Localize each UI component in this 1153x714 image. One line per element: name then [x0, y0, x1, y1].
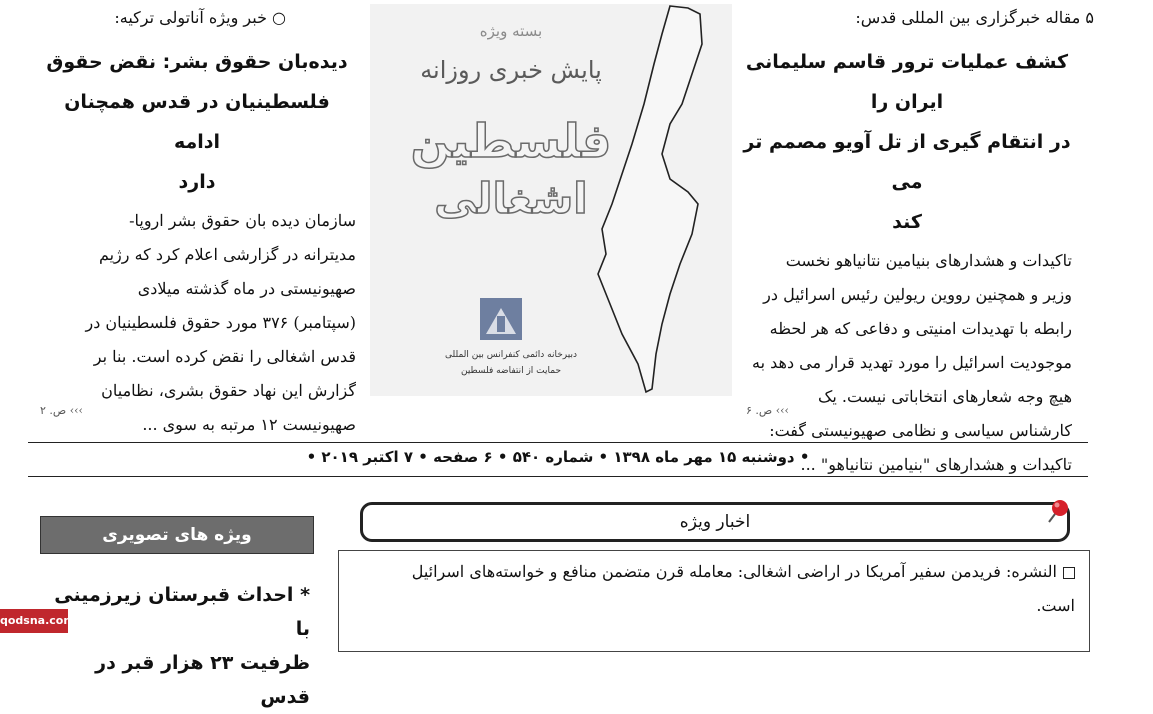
feature-line: ظرفیت ۲۳ هزار قبر در قدس	[95, 652, 310, 708]
photo-features-header: ویژه های تصویری	[40, 516, 314, 554]
headline-line: فلسطینیان در قدس همچنان ادامه	[64, 91, 330, 153]
news-line-text: النشره: فریدمن سفیر آمریکا در اراضی اشغالی: معامله قرن متضمن منافع و خواسته‌های اسرائیل	[411, 562, 1057, 581]
headline-line: دیده‌بان حقوق بشر: نقض حقوق	[46, 51, 348, 73]
special-news-header: اخبار ویژه	[360, 502, 1070, 542]
body-line: صهیونیست ۱۲ مرتبه به سوی ...	[142, 415, 356, 434]
cover-image	[370, 4, 732, 396]
photo-feature-item[interactable]	[44, 578, 310, 714]
push-pin-icon	[1046, 498, 1072, 524]
cover-title-line2: اشغالی	[434, 174, 588, 223]
headline-line: کشف عملیات ترور قاسم سلیمانی ایران را	[745, 51, 1069, 113]
body-line: (سپتامبر) ۳۷۶ مورد حقوق فلسطینیان در	[85, 313, 356, 332]
left-article-headline[interactable]	[38, 42, 356, 202]
right-article-headline[interactable]	[742, 42, 1072, 242]
checkbox-square-icon	[1063, 567, 1075, 579]
news-line	[351, 555, 1075, 589]
body-line: وزیر و همچنین رووین ریولین رئیس اسرائیل در	[763, 285, 1072, 304]
site-watermark-logo: qodsna.com	[0, 609, 68, 633]
body-line: سازمان دیده بان حقوق بشر اروپا-	[129, 211, 356, 230]
body-line: صهیونیستی در ماه گذشته میلادی	[137, 279, 356, 298]
left-article	[38, 6, 356, 442]
right-article-body	[742, 244, 1072, 482]
cover-footer-line1: دبیرخانه دائمی کنفرانس بین المللی	[445, 350, 577, 360]
dateline-top-rule	[28, 442, 1088, 443]
cover-small-title: بسته ویژه	[479, 22, 543, 40]
cover-subtitle: پایش خبری روزانه	[420, 56, 602, 84]
special-news-box	[338, 550, 1090, 652]
headline-line: در انتقام گیری از تل آویو مصمم تر می	[743, 131, 1071, 193]
cover-title-line1: فلسطین	[410, 114, 612, 168]
news-line: است.	[1036, 596, 1075, 615]
right-article-page-link[interactable]: ››› ص. ۶	[746, 404, 789, 417]
body-line: مدیترانه در گزارشی اعلام کرد که رژیم	[98, 245, 356, 264]
body-line: تاکیدات و هشدارهای بنیامین نتانیاهو نخست	[785, 251, 1072, 270]
body-line: کارشناس سیاسی و نظامی صهیونیستی گفت:	[769, 421, 1072, 440]
body-line: رابطه با تهدیدات امنیتی و دفاعی که هر لحظه	[769, 319, 1072, 338]
book-logo-icon	[478, 294, 524, 342]
headline-line: دارد	[178, 171, 216, 193]
left-article-page-link[interactable]: ››› ص. ۲	[40, 404, 83, 417]
right-article-lead: ۵ مقاله خبرگزاری بین المللی قدس:	[855, 8, 1094, 27]
special-news-item[interactable]	[351, 555, 1075, 623]
headline-line: کند	[892, 211, 922, 233]
cover-footer-line2: حمایت از انتفاضه فلسطین	[460, 366, 562, 376]
dateline-bottom-rule	[28, 476, 1088, 477]
left-article-lead: ○ خبر ویژه آناتولی ترکیه:	[114, 8, 286, 27]
body-line: گزارش این نهاد حقوق بشری، نظامیان	[101, 381, 356, 400]
feature-line: * احداث قبرستان زیرزمینی با	[54, 584, 310, 640]
body-line: هیچ وجه شعارهای انتخاباتی نیست. یک	[818, 387, 1072, 406]
issue-dateline: • دوشنبه ۱۵ مهر ماه ۱۳۹۸ • شماره ۵۴۰ • ۶ صفحه • ۷ اکتبر ۲۰۱۹ •	[306, 448, 810, 466]
body-line: تاکیدات و هشدارهای "بنیامین نتانیاهو" ...	[800, 455, 1072, 474]
body-line: قدس اشغالی را نقض کرده است. بنا بر	[93, 347, 356, 366]
body-line: موجودیت اسرائیل را مورد تهدید قرار می دهد به	[752, 353, 1072, 372]
